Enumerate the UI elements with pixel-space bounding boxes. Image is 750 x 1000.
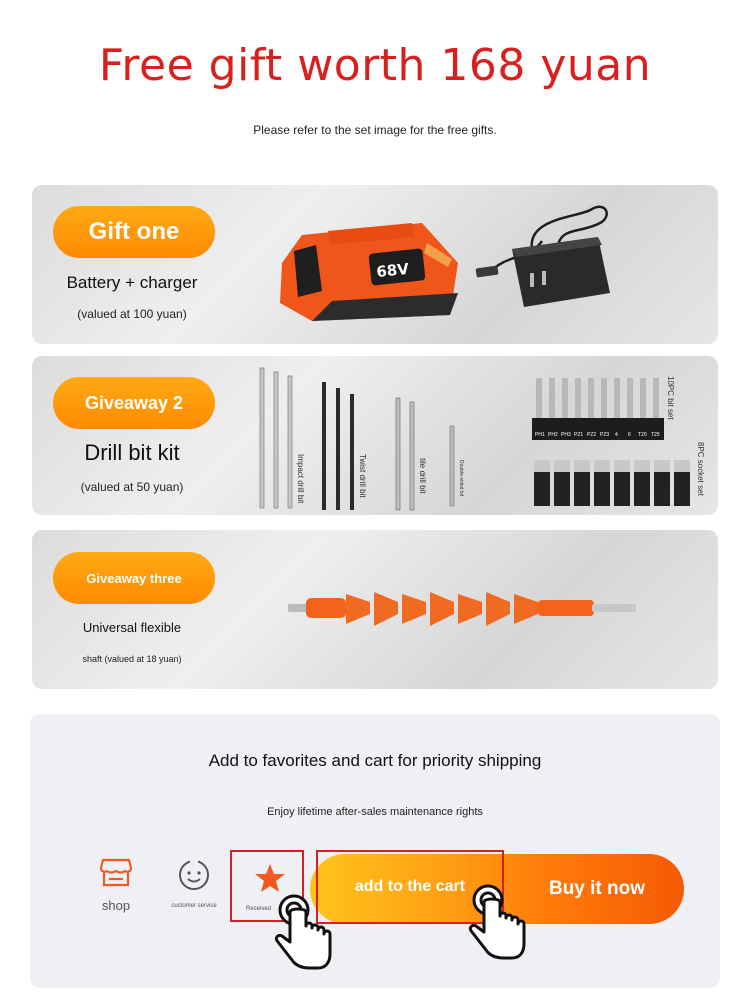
svg-text:4: 4: [615, 432, 618, 438]
page-title: Free gift worth 168 yuan: [98, 40, 652, 91]
customer-service-label: customer service: [171, 903, 217, 909]
page-subtitle: Please refer to the set image for the free gifts.: [253, 123, 497, 137]
svg-text:8PC socket set: 8PC socket set: [696, 442, 705, 496]
svg-text:PH1: PH1: [535, 432, 545, 438]
svg-text:PZ2: PZ2: [587, 432, 597, 438]
svg-text:Double-sided bit: Double-sided bit: [458, 460, 464, 497]
smiley-icon: [177, 858, 211, 892]
svg-text:6: 6: [628, 432, 631, 438]
gift-card-three: [32, 530, 718, 689]
star-icon: [254, 862, 286, 894]
svg-text:tile drill bit: tile drill bit: [418, 458, 427, 494]
gift-value: (valued at 50 yuan): [80, 480, 184, 494]
add-to-cart-button[interactable]: add to the cart: [316, 850, 504, 924]
gift-name: Battery + charger: [66, 273, 198, 292]
received-label: Received: [246, 906, 272, 912]
svg-text:PH2: PH2: [548, 432, 558, 438]
gift-badge: Giveaway 2: [53, 377, 215, 429]
svg-text:Twist drill bit: Twist drill bit: [358, 454, 367, 498]
tap-hand-icon: [464, 884, 534, 970]
drill-bits-image: [252, 360, 718, 515]
shop-icon: [99, 856, 133, 888]
shop-label: shop: [101, 898, 131, 913]
buy-now-button[interactable]: Buy it now: [548, 878, 646, 899]
shop-button[interactable]: [90, 856, 142, 913]
svg-text:PH3: PH3: [561, 432, 571, 438]
gift-name: Universal flexible: [82, 620, 182, 635]
flexible-shaft-image: [282, 580, 662, 640]
customer-service-button[interactable]: [164, 858, 224, 909]
gift-name: Drill bit kit: [84, 440, 180, 465]
svg-text:10PC bit set: 10PC bit set: [666, 376, 675, 420]
svg-text:T25: T25: [651, 432, 660, 438]
gift-value: shaft (valued at 18 yuan): [82, 654, 182, 664]
svg-text:68V: 68V: [375, 259, 410, 282]
tap-hand-icon: [270, 894, 340, 974]
svg-text:PZ3: PZ3: [600, 432, 610, 438]
gift-value: (valued at 100 yuan): [77, 307, 187, 321]
battery-image: [272, 203, 472, 333]
gift-badge: Giveaway three: [53, 552, 215, 604]
svg-text:Impact drill bit: Impact drill bit: [296, 454, 305, 504]
lifetime-text: Enjoy lifetime after-sales maintenance rights: [267, 806, 483, 818]
gift-badge: Gift one: [53, 206, 215, 258]
purchase-panel: [30, 714, 720, 988]
svg-text:T20: T20: [638, 432, 647, 438]
gift-card-two: [32, 356, 718, 515]
charger-image: [472, 197, 632, 327]
gift-card-one: [32, 185, 718, 344]
svg-text:PZ1: PZ1: [574, 432, 584, 438]
favorites-text: Add to favorites and cart for priority shipping: [208, 751, 542, 770]
